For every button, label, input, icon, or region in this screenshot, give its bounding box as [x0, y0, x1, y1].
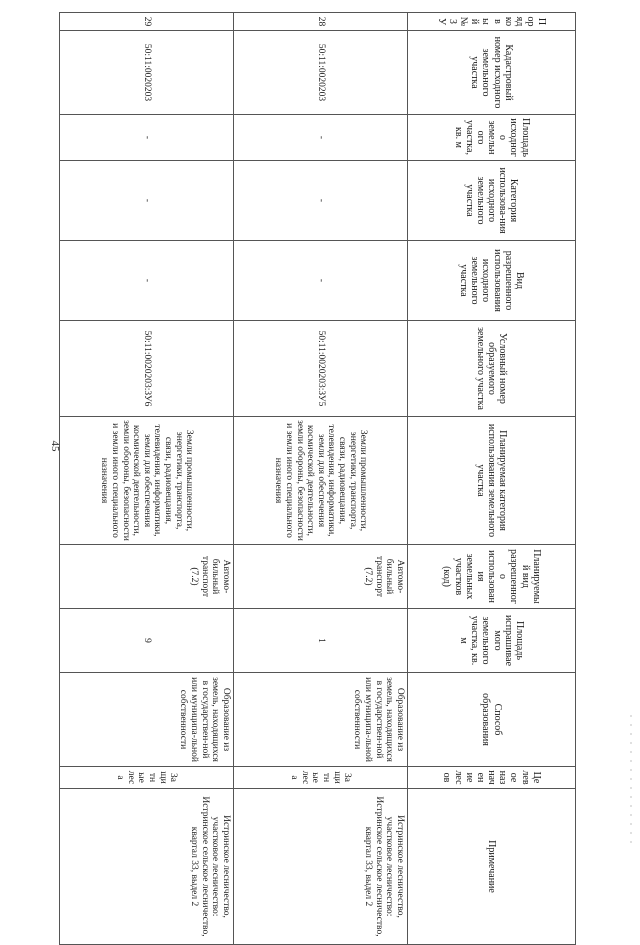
cell-category-source: - [234, 161, 408, 241]
table-header-row [408, 13, 576, 945]
table-row [234, 13, 408, 945]
header-cell-number: Порядковый № ЗУ [408, 13, 576, 31]
header-cell-category-source: Категория использова-ния исходного земельного участка [408, 161, 576, 241]
cell-forest-purpose: Защитные леса [234, 767, 408, 789]
cell-formation-method: Образование из земель, находящихся в государствен-ной или муниципа-льной собственности [60, 673, 234, 767]
cell-formation-method: Образование из земель, находящихся в государствен-ной или муниципа-льной собственности [234, 673, 408, 767]
cell-area-requested: 9 [60, 609, 234, 673]
header-cell-planned-use: Планируемый вид разрешенного использования земельных участков (код) [408, 545, 576, 609]
page-number: 45 [49, 440, 61, 452]
cell-conditional-number: 50:11:0020203:ЗУ6 [60, 321, 234, 417]
header-cell-cadastral: Кадастровый номер исходного земельного участка [408, 31, 576, 115]
cell-forest-purpose: Защитные леса [60, 767, 234, 789]
header-cell-formation-method: Способ образования [408, 673, 576, 767]
header-cell-area-source: Площадь исходного земельного участка, кв. м [408, 115, 576, 161]
cell-planned-use: Автомо-бильный транспорт (7.2) [60, 545, 234, 609]
header-cell-forest-purpose: Целевое назначение лесов [408, 767, 576, 789]
rotated-table-container [60, 12, 576, 937]
cell-cadastral: 50:11:0020203 [234, 31, 408, 115]
header-cell-note: Примечание [408, 789, 576, 945]
cell-category-source: - [60, 161, 234, 241]
table-row [60, 13, 234, 945]
cell-note: Истринское лесничество, участковое лесничество: Истринское сельское лесничество, квартал 33, выдел 2 [60, 789, 234, 945]
cell-use-source: - [234, 241, 408, 321]
cell-planned-use: Автомо-бильный транспорт (7.2) [234, 545, 408, 609]
rotated-table-area [60, 12, 576, 937]
header-cell-use-source: Вид разрешенного использования исходного земельного участка [408, 241, 576, 321]
cell-planned-category: Земли промышленности, энергетики, транспорта, связи, радиовещания, телевидения, информатики, земли для обеспечения космической деятельности, земли обороны, безопасности и земли иного специального назначения [60, 417, 234, 545]
cell-cadastral: 50:11:0020203 [60, 31, 234, 115]
header-cell-planned-category: Планируемая категория использования земельного участка [408, 417, 576, 545]
cell-area-source: - [234, 115, 408, 161]
cell-note: Истринское лесничество, участковое лесничество: Истринское сельское лесничество, квартал 33, выдел 2 [234, 789, 408, 945]
cell-number: 28 [234, 13, 408, 31]
land-plot-table [59, 12, 576, 945]
cell-number: 29 [60, 13, 234, 31]
cell-area-source: - [60, 115, 234, 161]
cell-conditional-number: 50:11:0020203:ЗУ5 [234, 321, 408, 417]
header-cell-area-requested: Площадь испрашиваемого земельного участка, кв. м [408, 609, 576, 673]
cell-planned-category: Земли промышленности, энергетики, транспорта, связи, радиовещания, телевидения, информатики, земли для обеспечения космической деятельности, земли обороны, безопасности и земли иного специального назначения [234, 417, 408, 545]
cell-area-requested: 1 [234, 609, 408, 673]
scan-artifact [630, 715, 632, 845]
cell-use-source: - [60, 241, 234, 321]
header-cell-conditional-number: Условный номер образуемого земельного участка [408, 321, 576, 417]
